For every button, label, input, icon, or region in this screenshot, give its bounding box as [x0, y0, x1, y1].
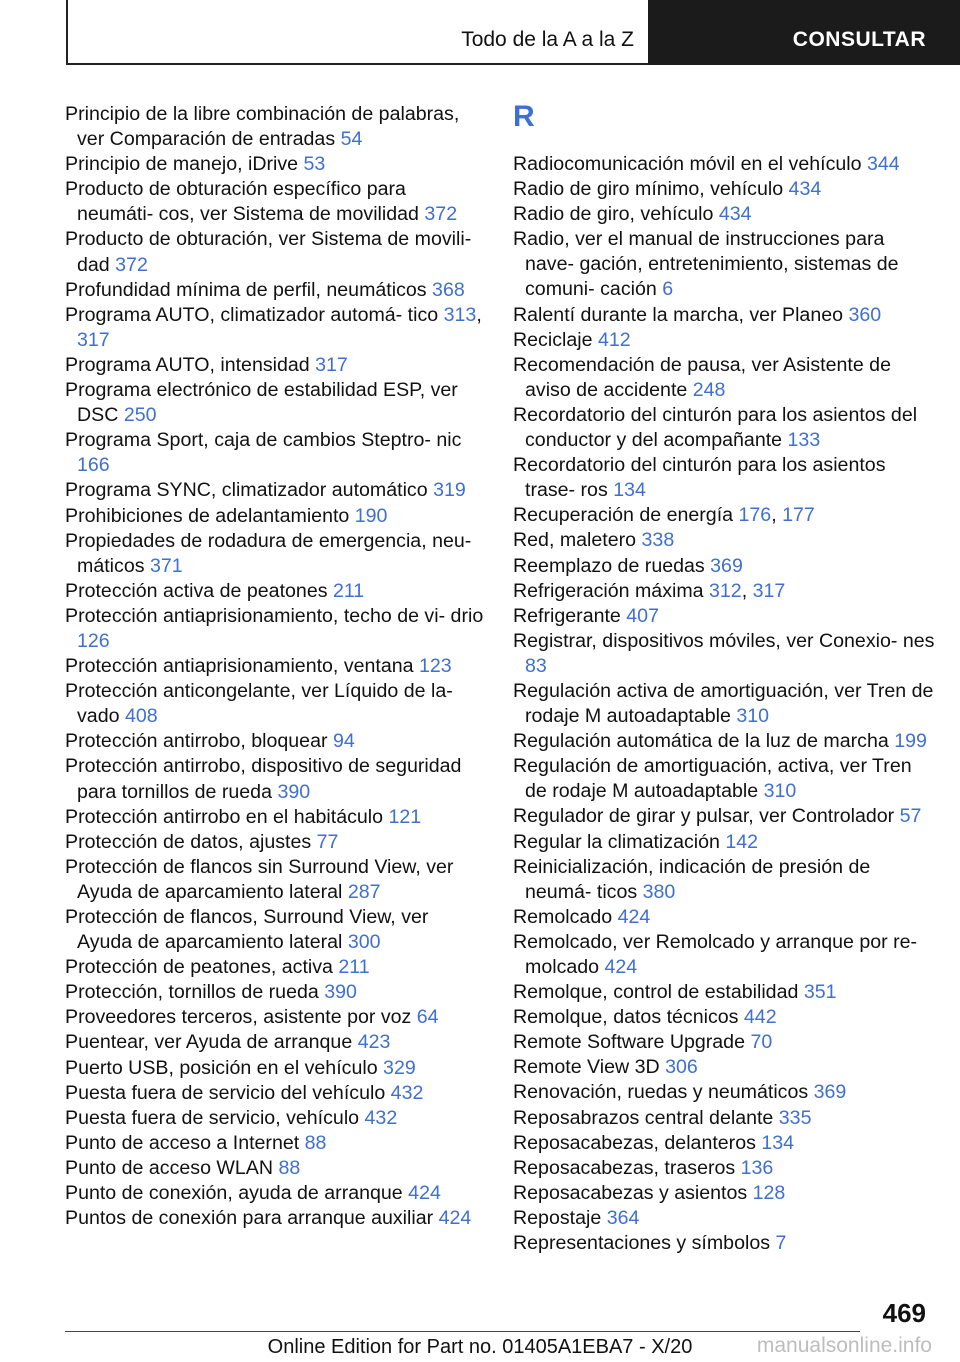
page-reference-link[interactable]: 190 — [354, 504, 388, 527]
index-entry — [65, 579, 485, 604]
index-entry-text: Recuperación de energía — [513, 504, 734, 527]
page-reference-link[interactable]: 121 — [388, 805, 422, 828]
page-reference-link[interactable]: 423 — [357, 1031, 391, 1054]
page-reference-link[interactable]: 70 — [750, 1031, 773, 1054]
page-reference-link[interactable]: 432 — [364, 1106, 398, 1129]
index-entry-text: Reposacabezas, delanteros — [513, 1131, 756, 1154]
index-entry — [513, 729, 938, 754]
index-entry — [65, 152, 485, 177]
index-entry-text: Protección antiaprisionamiento, techo de vi- drio — [65, 604, 484, 627]
index-entry-text: Representaciones y símbolos — [513, 1232, 771, 1255]
index-entry — [513, 403, 938, 453]
page-reference-link[interactable]: 368 — [432, 278, 465, 301]
index-entry — [513, 328, 938, 353]
index-entry-text: Prohibiciones de adelantamiento — [65, 504, 350, 527]
index-column-left — [65, 102, 485, 1231]
page-reference-link[interactable]: 407 — [626, 604, 659, 627]
index-entry-text: Proveedores terceros, asistente por voz — [65, 1006, 412, 1029]
index-entry-text: Recordatorio del cinturón para los asientos trase- ros — [513, 454, 886, 502]
index-entry — [513, 202, 938, 227]
index-entry — [65, 905, 485, 955]
index-entry — [513, 453, 938, 503]
page-reference-link[interactable]: 166 — [77, 454, 110, 477]
page-reference-link[interactable]: 128 — [752, 1181, 786, 1204]
index-entry-text: Puentear, ver Ayuda de arranque — [65, 1031, 353, 1054]
page-reference-link[interactable]: 123 — [419, 655, 452, 678]
index-entry — [513, 554, 938, 579]
header-bottom-rule — [66, 63, 648, 65]
index-entry — [513, 629, 938, 679]
index-entry — [65, 428, 485, 478]
page-reference-link[interactable]: 134 — [613, 479, 646, 502]
page-reference-link[interactable]: 126 — [77, 629, 110, 652]
index-entry-text: Radio de giro mínimo, vehículo — [513, 178, 784, 201]
index-entry — [513, 1106, 938, 1131]
index-entry-text: Remolcado — [513, 905, 613, 928]
index-entry-text: Programa SYNC, climatizador automático — [65, 479, 428, 502]
index-entry — [513, 1181, 938, 1206]
page-reference-link[interactable]: 176 — [738, 504, 772, 527]
page-reference-link[interactable]: 6 — [662, 278, 674, 301]
page-reference-link[interactable]: 432 — [390, 1081, 424, 1104]
index-entry — [65, 729, 485, 754]
page-reference-link[interactable]: 211 — [332, 579, 365, 602]
page-reference-link[interactable]: 134 — [761, 1131, 795, 1154]
index-entry — [65, 177, 485, 227]
page-reference-link[interactable]: 344 — [866, 153, 900, 175]
page-reference-link[interactable]: 136 — [740, 1156, 774, 1179]
page-reference-link[interactable]: 390 — [277, 780, 311, 803]
page-reference-link[interactable]: 442 — [743, 1006, 777, 1029]
index-entry — [513, 830, 938, 855]
index-entry — [65, 1005, 485, 1030]
index-entry — [65, 1206, 485, 1231]
index-entry — [65, 102, 485, 152]
index-entry-text: Remolque, datos técnicos — [513, 1006, 739, 1029]
index-entry — [65, 830, 485, 855]
index-entry-text: Recomendación de pausa, ver Asistente de aviso de accidente — [513, 353, 891, 401]
page-reference-link[interactable]: 351 — [803, 981, 837, 1004]
index-entry — [513, 303, 938, 328]
index-entry-text: Producto de obturación, ver Sistema de movili- dad — [65, 228, 472, 276]
index-entry — [65, 654, 485, 679]
page-reference-link[interactable]: 310 — [736, 705, 770, 728]
page-reference-link[interactable]: 88 — [278, 1156, 301, 1179]
page-reference-link[interactable]: 424 — [438, 1207, 472, 1230]
index-entry: Programa AUTO, climatizador automá- tico 313, 317 — [65, 303, 482, 351]
index-entry — [513, 1156, 938, 1181]
page-reference-link[interactable]: 380 — [642, 880, 676, 903]
page-reference-link[interactable]: 7 — [775, 1232, 787, 1255]
page-reference-link[interactable]: 338 — [641, 529, 675, 552]
index-entry-text: Reposacabezas y asientos — [513, 1181, 748, 1204]
index-entry — [65, 805, 485, 830]
index-entry — [513, 1005, 938, 1030]
index-entry-text: Punto de conexión, ayuda de arranque — [65, 1182, 403, 1205]
index-entry-text: Protección de datos, ajustes — [65, 830, 312, 853]
page-reference-link[interactable]: 133 — [787, 429, 821, 452]
page-reference-link[interactable]: 83 — [525, 654, 547, 677]
page-reference-link[interactable]: 177 — [782, 504, 815, 527]
footer-edition: Online Edition for Part no. 01405A1EBA7 - X/20 — [267, 1336, 693, 1358]
section-tab-title[interactable]: Todo de la A a la Z — [461, 28, 634, 51]
page-reference-link[interactable]: 211 — [338, 956, 370, 979]
index-entry-text: Radiocomunicación móvil en el vehículo — [513, 153, 862, 175]
page-reference-link[interactable]: 364 — [606, 1206, 640, 1229]
index-entry — [65, 955, 485, 980]
index-entry — [513, 804, 938, 829]
index-entry-text: Regulación automática de la luz de marcha — [513, 730, 889, 753]
page-reference-link[interactable]: 317 — [752, 579, 786, 602]
index-entry-text: Repostaje — [513, 1206, 602, 1229]
index-entry-text: Reposacabezas, traseros — [513, 1156, 736, 1179]
page-header — [0, 0, 960, 66]
index-entry — [65, 1106, 485, 1131]
page-reference-link[interactable]: 369 — [813, 1081, 847, 1104]
index-entry — [513, 604, 938, 629]
page-number: 469 — [882, 1298, 926, 1328]
page-reference-link[interactable]: 371 — [149, 554, 183, 577]
index-entry-text: Punto de acceso WLAN — [65, 1156, 274, 1179]
index-entry — [65, 1181, 485, 1206]
page-reference-link[interactable]: 248 — [692, 378, 726, 401]
index-entry-text: Red, maletero — [513, 529, 637, 552]
page-reference-link[interactable]: 77 — [316, 830, 339, 853]
index-entry — [513, 905, 938, 930]
index-entry-text: Puntos de conexión para arranque auxiliar — [65, 1207, 434, 1230]
page-reference-link[interactable]: 57 — [899, 805, 922, 828]
page-reference-link[interactable]: 329 — [383, 1056, 416, 1079]
page-reference-link[interactable]: 64 — [416, 1006, 439, 1029]
index-entry-text: Programa AUTO, climatizador automá- tico — [65, 303, 439, 326]
page-reference-link[interactable]: 372 — [115, 253, 148, 276]
index-entry-text: Remote View 3D — [513, 1056, 660, 1079]
index-entry-text: Recordatorio del cinturón para los asientos del conductor y del acompañante — [513, 403, 918, 452]
index-entry-text: Puesta fuera de servicio del vehículo — [65, 1081, 386, 1104]
index-entry-text: Ralentí durante la marcha, ver Planeo — [513, 303, 844, 326]
index-entry-text: Radio, ver el manual de instrucciones para nave- gación, entretenimiento, sistemas de comuni- cación — [513, 228, 899, 301]
index-entry — [65, 1156, 485, 1181]
index-entry-text: Regulación activa de amortiguación, ver Tren de rodaje M autoadaptable — [513, 679, 934, 728]
index-entry — [65, 227, 485, 277]
index-entry-text: Protección antirrobo, bloquear — [65, 730, 328, 753]
index-entry-text: Protección anticongelante, ver Líquido de la- vado — [65, 680, 453, 728]
chapter-title: CONSULTAR — [792, 28, 926, 51]
page-reference-link[interactable]: 94 — [332, 730, 355, 753]
page-reference-link[interactable]: 142 — [725, 830, 759, 853]
index-entry-text: Regulador de girar y pulsar, ver Controlador — [513, 805, 895, 828]
index-entry-text: Protección antirrobo, dispositivo de seguridad para tornillos de rueda — [65, 755, 462, 803]
page-reference-link[interactable]: 434 — [788, 178, 822, 201]
index-entries-right — [513, 152, 938, 1256]
index-entry-text: Protección activa de peatones — [65, 579, 328, 602]
index-entry — [513, 1080, 938, 1105]
index-entry — [513, 930, 938, 980]
index-entry — [65, 478, 485, 503]
page-reference-link[interactable]: 287 — [347, 880, 381, 903]
page-reference-link[interactable]: 300 — [347, 931, 381, 954]
index-entry-text: Remolque, control de estabilidad — [513, 981, 799, 1004]
index-entry-text: Programa AUTO, intensidad — [65, 353, 310, 376]
index-entry-text: Regular la climatización — [513, 830, 720, 853]
index-entry-text: Puesta fuera de servicio, vehículo — [65, 1106, 360, 1129]
page-reference-link[interactable]: 317 — [315, 353, 348, 376]
index-entry-text: Protección de flancos sin Surround View, ver Ayuda de aparcamiento lateral — [65, 855, 454, 903]
index-entry — [513, 679, 938, 729]
page-reference-link[interactable]: 408 — [124, 705, 158, 728]
header-left-rule — [66, 0, 68, 64]
index-entry — [513, 152, 938, 177]
index-entry — [65, 529, 485, 579]
index-entry-text: Profundidad mínima de perfil, neumáticos — [65, 278, 427, 301]
page-reference-link[interactable]: 313 — [443, 303, 477, 326]
page-reference-link[interactable]: 390 — [324, 981, 357, 1004]
index-entry-text: Producto de obturación específico para neumáti- cos, ver Sistema de movilidad — [65, 178, 419, 226]
page-reference-link[interactable]: 412 — [597, 328, 631, 351]
index-entry — [513, 353, 938, 403]
chapter-tab[interactable] — [648, 0, 960, 65]
page-reference-link[interactable]: 199 — [894, 730, 927, 753]
index-entry-text: Refrigeración máxima — [513, 579, 704, 602]
page-reference-link[interactable]: 335 — [778, 1106, 812, 1129]
page-reference-link[interactable]: 250 — [123, 404, 157, 427]
index-entry-text: Remote Software Upgrade — [513, 1031, 745, 1054]
index-entry — [513, 855, 938, 905]
index-entry — [65, 855, 485, 905]
page-reference-link[interactable]: 54 — [340, 128, 363, 151]
index-entry — [65, 980, 485, 1005]
page-reference-link[interactable]: 53 — [303, 153, 326, 176]
index-entry-text: Principio de manejo, iDrive — [65, 153, 299, 176]
index-entry-text: Registrar, dispositivos móviles, ver Conexio- nes — [513, 629, 935, 652]
index-entry — [65, 278, 485, 303]
index-entry-text: Reposabrazos central delante — [513, 1106, 774, 1129]
index-entry-text: Remolcado, ver Remolcado y arranque por re- molcado — [513, 930, 918, 978]
index-entry: Refrigeración máxima 312, 317 — [513, 579, 786, 602]
index-entry-text: Protección, tornillos de rueda — [65, 981, 319, 1004]
index-entry — [513, 1030, 938, 1055]
index-entry-text: Radio de giro, vehículo — [513, 203, 714, 226]
index-entry-text: Programa electrónico de estabilidad ESP, ver DSC — [65, 379, 458, 427]
index-entry: Recuperación de energía 176, 177 — [513, 504, 815, 527]
index-entry — [513, 980, 938, 1005]
index-entry — [65, 353, 485, 378]
index-entry — [513, 1231, 938, 1256]
index-entry — [513, 1206, 938, 1231]
page-reference-link[interactable]: 360 — [848, 303, 882, 326]
footer-rule — [65, 1331, 860, 1332]
page-reference-link[interactable]: 369 — [710, 554, 743, 577]
index-entry — [513, 528, 938, 553]
index-entry-text: Protección de peatones, activa — [65, 956, 333, 979]
index-letter-heading: R — [513, 100, 535, 133]
page-reference-link[interactable]: 319 — [433, 479, 466, 502]
index-entry — [65, 1081, 485, 1106]
index-entry-text: Renovación, ruedas y neumáticos — [513, 1081, 809, 1104]
index-entry-text: Reciclaje — [513, 328, 593, 351]
page-reference-link[interactable]: 317 — [77, 328, 110, 351]
index-entry — [65, 378, 485, 428]
index-entry-text: Protección antiaprisionamiento, ventana — [65, 655, 414, 678]
page-reference-link[interactable]: 310 — [763, 780, 797, 803]
index-entry-text: Protección antirrobo en el habitáculo — [65, 805, 384, 828]
index-entry — [513, 1055, 938, 1080]
index-entry-text: Puerto USB, posición en el vehículo — [65, 1056, 378, 1079]
page-reference-link[interactable]: 424 — [617, 905, 651, 928]
index-entry — [65, 1056, 485, 1081]
index-entry — [513, 754, 938, 804]
index-entry-text: Reinicialización, indicación de presión de neumá- ticos — [513, 855, 871, 903]
index-entry — [65, 679, 485, 729]
page-reference-link[interactable]: 434 — [718, 203, 752, 226]
index-entry-text: Propiedades de rodadura de emergencia, neu- máticos — [65, 529, 472, 577]
index-entry-text: Programa Sport, caja de cambios Steptro- nic — [65, 429, 462, 452]
index-entry-text: Punto de acceso a Internet — [65, 1131, 300, 1154]
index-entry — [513, 1131, 938, 1156]
index-entry — [513, 177, 938, 202]
index-column-right — [513, 102, 938, 1256]
index-entry-text: Refrigerante — [513, 604, 621, 627]
page-reference-link[interactable]: 424 — [408, 1182, 441, 1205]
index-entry — [513, 227, 938, 302]
page-reference-link[interactable]: 312 — [709, 579, 742, 602]
page-reference-link[interactable]: 424 — [604, 956, 638, 978]
index-entry-text: Principio de la libre combinación de palabras, ver Comparación de entradas — [65, 103, 460, 151]
index-entry — [65, 754, 485, 804]
footer-watermark: manualsonline.info — [756, 1334, 932, 1357]
index-entry-text: Protección de flancos, Surround View, ver Ayuda de aparcamiento lateral — [65, 906, 429, 954]
index-entry — [65, 504, 485, 529]
page-reference-link[interactable]: 306 — [665, 1056, 698, 1079]
index-entry — [65, 1030, 485, 1055]
page-reference-link[interactable]: 372 — [424, 203, 458, 226]
page-reference-link[interactable]: 88 — [304, 1131, 327, 1154]
index-entry — [65, 1131, 485, 1156]
index-entry-text: Reemplazo de ruedas — [513, 554, 705, 577]
index-entry — [65, 604, 485, 654]
index-entry-text: Regulación de amortiguación, activa, ver Tren de rodaje M autoadaptable — [513, 755, 912, 803]
